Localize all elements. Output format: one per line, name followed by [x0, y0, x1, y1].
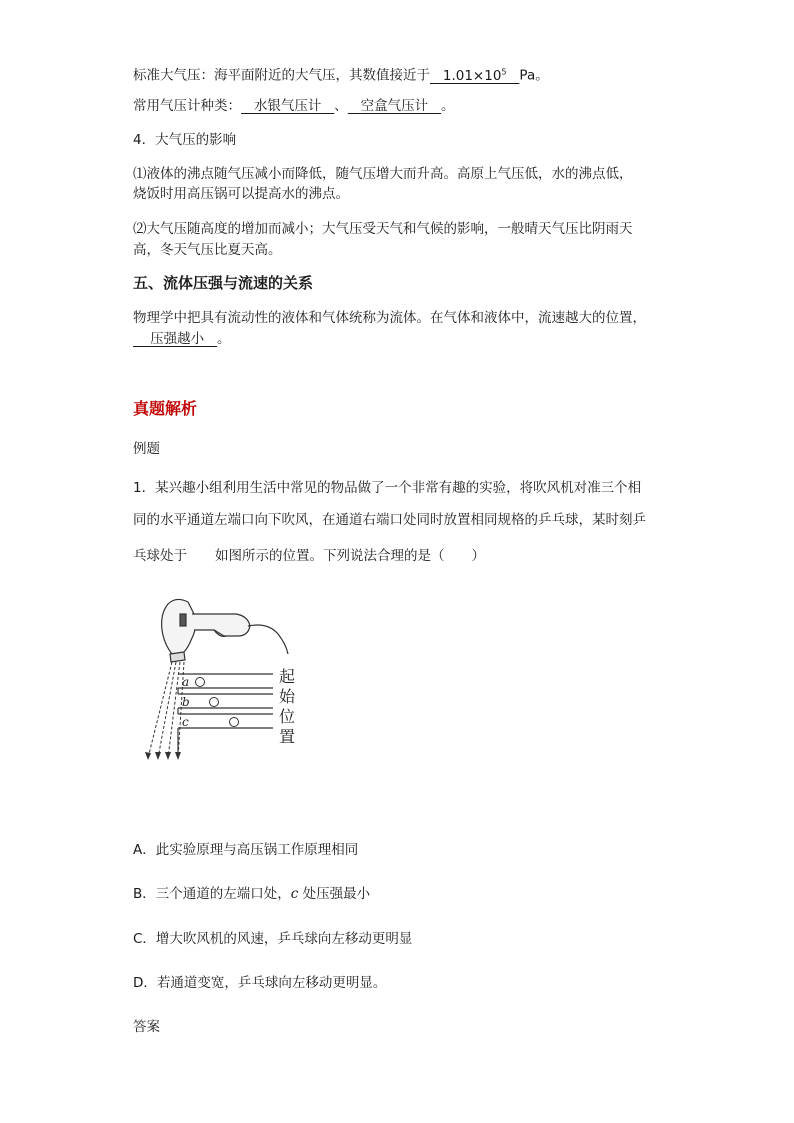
figure-label-3: 位	[279, 707, 296, 726]
option-c[interactable]: C．增大吹风机的风速，乒乓球向左移动更明显	[133, 931, 413, 947]
ping-pong-ball-b	[210, 698, 219, 707]
item-2-line-1: ⑵大气压随高度的增加而减小；大气压受天气和气候的影响，一般晴天气压比阴雨天	[133, 221, 633, 237]
ping-pong-ball-c	[230, 718, 239, 727]
item-1-line-2: 烧饭时用高压锅可以提高水的沸点。	[133, 186, 349, 202]
std-pressure-blank: $1.01\times 10^5$	[442, 67, 507, 84]
hair-dryer-experiment-figure	[128, 592, 308, 767]
question-1-line-2: 同的水平通道左端口向下吹风，在通道右端口处同时放置相同规格的乒乓球，某时刻乒	[133, 512, 646, 528]
section-5-line-1: 物理学中把具有流动性的液体和气体统称为流体。在气体和液体中，流速越大的位置，	[133, 310, 646, 326]
answer-label: 答案	[133, 1019, 160, 1035]
ping-pong-ball-a	[196, 678, 205, 687]
question-1-line-3: 乓球处于 如图所示的位置。下列说法合理的是（ ）	[133, 548, 485, 564]
item-1-line-1: ⑴液体的沸点随气压减小而降低，随气压增大而升高。高原上气压低，水的沸点低，	[133, 166, 633, 182]
hair-dryer-icon	[162, 599, 288, 662]
std-pressure-line	[133, 61, 549, 87]
section-5-blank: 压强越小	[150, 331, 205, 347]
barometer-types-line: 常用气压计种类： 水银气压计 、 空盒气压计 。	[133, 98, 455, 114]
option-d[interactable]: D．若通道变宽，乒乓球向左移动更明显。	[133, 975, 387, 991]
std-pressure-unit: Pa。	[519, 67, 549, 84]
channel-letter-c: c	[182, 715, 189, 729]
channel-letter-b: b	[182, 695, 190, 709]
section-5-line-2: 压强越小 。	[133, 328, 231, 350]
channels	[178, 674, 273, 758]
arrow-heads	[145, 752, 181, 760]
channel-letter-a: a	[182, 675, 190, 689]
question-1-line-1: 1．某兴趣小组利用生活中常见的物品做了一个非常有趣的实验，将吹风机对准三个相	[133, 480, 642, 496]
figure-label-2: 始	[279, 687, 296, 706]
figure-label-1: 起	[279, 667, 296, 686]
item-2-line-2: 高，冬天气压比夏天高。	[133, 242, 282, 258]
std-pressure-text: 标准大气压：海平面附近的大气压，其数值接近于	[133, 67, 430, 84]
option-a[interactable]: A．此实验原理与高压锅工作原理相同	[133, 842, 359, 858]
figure-label-4: 置	[279, 727, 296, 746]
option-b[interactable]: B．三个通道的左端口处，c 处压强最小	[133, 886, 371, 902]
barometer-blank-1: 水银气压计	[253, 98, 322, 114]
example-label: 例题	[133, 441, 160, 457]
barometer-blank-2: 空盒气压计	[360, 98, 429, 114]
section-5-title: 五、流体压强与流速的关系	[133, 274, 314, 292]
exam-section-title: 真题解析	[133, 399, 198, 418]
air-flow-arrows	[148, 662, 184, 758]
section-4-title: 4．大气压的影响	[133, 132, 237, 148]
